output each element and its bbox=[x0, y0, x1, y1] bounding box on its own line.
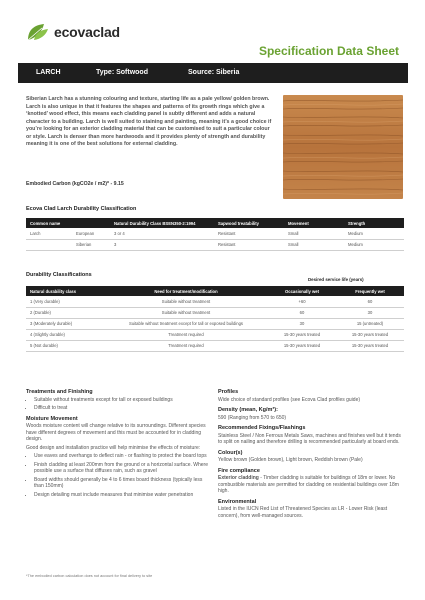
table-cell: Resistant bbox=[214, 228, 284, 239]
density-heading: Density (mean, Kg/m³): bbox=[218, 407, 278, 413]
document-title: Specification Data Sheet bbox=[258, 44, 399, 58]
table-cell: Suitable without treatment bbox=[104, 307, 268, 318]
column-header: Sapwood treatability bbox=[214, 218, 284, 228]
column-header: Need for treatment/modification bbox=[104, 286, 268, 296]
table-cell: 15 (untreated) bbox=[336, 318, 404, 329]
column-header: Frequently wet bbox=[336, 286, 404, 296]
ecovaclad-logo bbox=[26, 22, 120, 42]
left-column bbox=[26, 389, 211, 500]
column-header: Natural durability class bbox=[26, 286, 104, 296]
table-cell: Treatment required bbox=[104, 329, 268, 340]
table-row bbox=[26, 329, 404, 340]
table-row bbox=[26, 340, 404, 351]
wood-source: Source: Siberia bbox=[188, 69, 240, 76]
leaf-logo-icon bbox=[26, 22, 50, 42]
table-cell: Small bbox=[284, 228, 344, 239]
fire-heading: Fire compliance bbox=[218, 467, 260, 474]
moisture-list bbox=[26, 453, 211, 498]
moisture-paragraph: Good design and installation practice will help minimise the effects of moisture: bbox=[26, 444, 201, 451]
column-header bbox=[72, 218, 110, 228]
column-header: Movement bbox=[284, 218, 344, 228]
intro-paragraph: Siberian Larch has a stunning colouring and texture, starting life as a pale yellow/ golden brown. Larch is also unique in that it features the shapes and patterns of its growth rings which give a ‘knotted’ wood effect, this means each cladding panel is subtly different and adds a natural character to a building. Larch is well suited to staining and painting, meaning it’s a good choice if you’re looking for an exterior cladding material that can be customised to suit a particular colour or style. Larch is denser than more hardwoods and it provides plenty of strength and durability meaning it is one of the best solutions for external cladding. bbox=[26, 96, 272, 147]
table-cell: 60 bbox=[268, 307, 336, 318]
moisture-paragraph: Woods moisture content will change relative to its surroundings. Different species have different degrees of movement and this must be accounted for in cladding design. bbox=[26, 423, 206, 442]
larch-wood-image bbox=[283, 95, 403, 199]
durability-table-title: Ecova Clad Larch Durability Classification bbox=[26, 206, 137, 212]
treatments-list bbox=[26, 397, 211, 412]
logo-text: ecovaclad bbox=[54, 24, 120, 40]
table-cell: Suitable without treatment bbox=[104, 296, 268, 307]
table-cell: European bbox=[72, 228, 110, 239]
treatments-heading: Treatments and Finishing bbox=[26, 389, 93, 395]
table-cell: Treatment required bbox=[104, 340, 268, 351]
table-cell: 15-30 years treated bbox=[336, 340, 404, 351]
table-cell bbox=[26, 239, 72, 250]
table-row bbox=[26, 228, 404, 239]
profiles-text: Wide choice of standard profiles (see Ecova Clad profiles guide) bbox=[218, 396, 361, 403]
list-item: • Suitable without treatments except for tall or exposed buildings bbox=[34, 397, 211, 404]
table-cell: 15-30 years treated bbox=[336, 329, 404, 340]
environmental-text: Listed in the IUCN Red List of Threatened Species as LR - Lower Risk (least concern), from well-managed sources. bbox=[218, 506, 388, 519]
fixings-text: Stainless Steel / Non Ferrous Metals Saws, machines and finishes well but it tends to split on nailing and therefore drilling is recommended particularly at board ends. bbox=[218, 432, 401, 445]
table-cell: 15-30 years treated bbox=[268, 340, 336, 351]
service-life-caption: Desired service life (years) bbox=[308, 277, 364, 282]
classification-table-title: Durability Classifications bbox=[26, 272, 92, 278]
column-header: Common name bbox=[26, 218, 72, 228]
durability-table bbox=[26, 218, 404, 251]
table-row bbox=[26, 307, 404, 318]
product-band bbox=[18, 63, 408, 83]
right-column bbox=[218, 389, 403, 521]
column-header: Occasionally wet bbox=[268, 286, 336, 296]
colours-heading: Colour(s) bbox=[218, 449, 243, 456]
table-cell: 5 (Not durable) bbox=[26, 340, 104, 351]
density-text: 590 (Ranging from 570 to 650) bbox=[218, 414, 287, 421]
table-cell: 1 (Very durable) bbox=[26, 296, 104, 307]
list-item: • Design detailing must include measures that minimise water penetration bbox=[34, 492, 211, 499]
table-cell: Suitable without treatment except for tall or exposed buildings bbox=[104, 318, 268, 329]
species-name: LARCH bbox=[36, 69, 61, 76]
list-item: • Finish cladding at least 200mm from the ground or a horizontal surface. Where possible use a surface that diffuses rain, such as gravel bbox=[34, 462, 211, 475]
table-cell: 2 (Durable) bbox=[26, 307, 104, 318]
table-cell: 4 (Slightly durable) bbox=[26, 329, 104, 340]
list-item: • Board widths should generally be 4 to 6 times board thickness (typically less than 150mm) bbox=[34, 477, 211, 490]
list-item: • Difficult to treat bbox=[34, 405, 211, 412]
table-cell: Resistant bbox=[214, 239, 284, 250]
table-row bbox=[26, 296, 404, 307]
list-item: • Use eaves and overhangs to deflect rain - or flashing to protect the board tops bbox=[34, 453, 211, 460]
table-cell: 30 bbox=[268, 318, 336, 329]
page-header bbox=[0, 0, 425, 58]
table-cell: Medium bbox=[344, 239, 404, 250]
table-cell: +60 bbox=[268, 296, 336, 307]
colours-text: Yellow brown (Golden brown), Light brown, Reddish brown (Pale) bbox=[218, 457, 363, 463]
table-cell: 3 bbox=[110, 239, 214, 250]
table-cell: 3 (Moderately durable) bbox=[26, 318, 104, 329]
table-row bbox=[26, 318, 404, 329]
wood-type: Type: Softwood bbox=[96, 69, 148, 76]
column-header: Strength bbox=[344, 218, 404, 228]
table-cell: Larch bbox=[26, 228, 72, 239]
table-cell: 30 bbox=[336, 307, 404, 318]
moisture-heading: Moisture Movement bbox=[26, 415, 78, 422]
table-cell: Siberian bbox=[72, 239, 110, 250]
fixings-heading: Recommended Fixings/Flashings bbox=[218, 425, 306, 431]
fire-text-body: - Timber cladding is suitable for buildings of 18m or lower. No combustible materials are permitted for cladding on residential buildings over 18m high. bbox=[218, 475, 399, 494]
table-cell: 15-30 years treated bbox=[268, 329, 336, 340]
environmental-heading: Environmental bbox=[218, 498, 257, 505]
embodied-carbon: Embodied Carbon (kgCO2e / m2)* - 9.15 bbox=[26, 181, 124, 187]
fire-text bbox=[218, 475, 403, 495]
table-header-row bbox=[26, 286, 404, 296]
classification-table bbox=[26, 286, 404, 352]
profiles-heading: Profiles bbox=[218, 389, 239, 395]
table-header-row bbox=[26, 218, 404, 228]
table-cell: 60 bbox=[336, 296, 404, 307]
footnote: *The embodied carbon calculation does not account for final delivery to site bbox=[26, 574, 153, 578]
table-cell: Medium bbox=[344, 228, 404, 239]
column-header: Natural Durability Class BSEN350-2:1994 bbox=[110, 218, 214, 228]
table-row bbox=[26, 239, 404, 250]
table-cell: 3 or 4 bbox=[110, 228, 214, 239]
fire-text-bold: Exterior cladding bbox=[218, 475, 259, 481]
table-cell: Small bbox=[284, 239, 344, 250]
